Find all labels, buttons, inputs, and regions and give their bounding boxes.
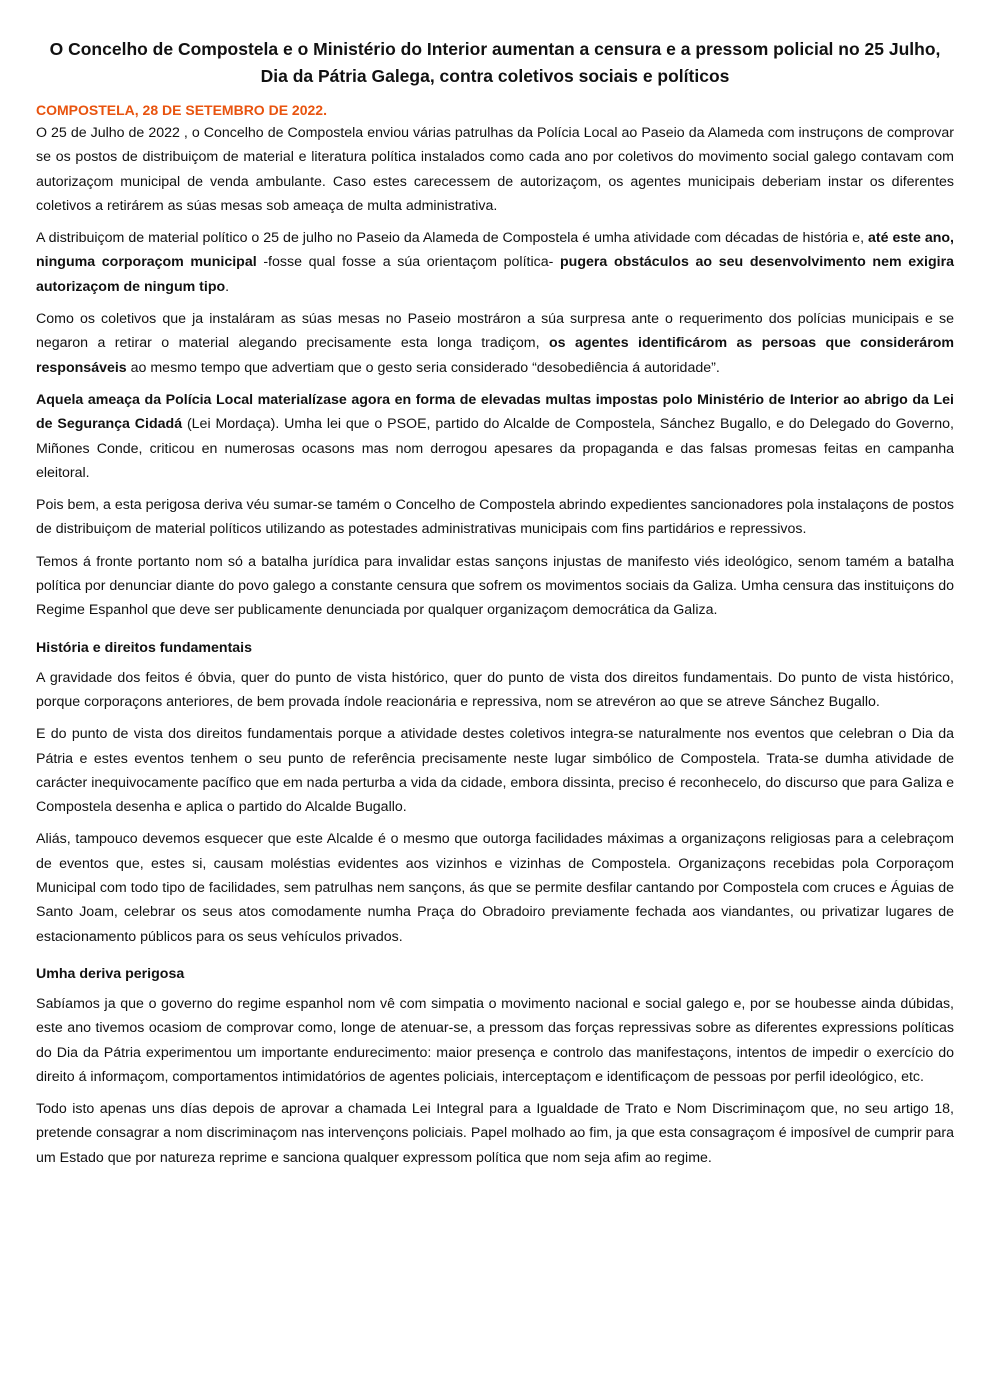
paragraph-2-text-c: -fosse qual fosse a súa orientaçom política-: [256, 254, 560, 271]
paragraph-1: O 25 de Julho de 2022 , o Concelho de Compostela enviou várias patrulhas da Polícia Local ao Paseio da Alameda com instruçons de comprovar se os postos de distribuiçom de material e literatura política instalados como cada ano por coletivos do movimento social galego contavam com autorizaçom municipal de venda ambulante. Caso estes carecessem de autorizaçom, os agentes municipais deberiam instar os diferentes coletivos a retirárem as súas mesas sob ameaça de multa administrativa.: [36, 125, 954, 214]
section-heading-history: História e direitos fundamentais: [36, 639, 253, 656]
paragraph-2-bold-d: pugera obstáculos ao seu desenvolvimento nem exigira autorizaçom de ningum tipo: [36, 254, 955, 295]
section-heading-deriva: Umha deriva perigosa: [36, 965, 185, 982]
article-title: O Concelho de Compostela e o Ministério do Interior aumentan a censura e a pressom policial no 25 Julho, Dia da Pátria Galega, contra coletivos sociais e políticos: [49, 39, 941, 86]
paragraph-9: Aliás, tampouco devemos esquecer que este Alcalde é o mesmo que outorga facilidades máximas a organizaçons religiosas para a celebraçom de eventos que, estes si, causam moléstias evidentes aos vizinhos e vizinhas de Compostela. Organizaçons recebidas pola Corporaçom Municipal com todo tipo de facilidades, sem patrulhas nem sançons, ás que se permite desfilar cantando por Compostela com cruces e Águias de Santo Joam, celebrar os seus atos comodamente numha Praça do Obradoiro previamente fechada aos viandantes, ou privatizar lugares de estacionamento públicos para os seus vehículos privados.: [36, 831, 954, 945]
paragraph-4-text-b: (Lei Mordaça). Umha lei que o PSOE, partido do Alcalde de Compostela, Sánchez Bugallo, e do Delegado do Governo, Miñones Conde, criticou en numerosas ocasons mas nom derrogou apesares da propaganda e das falsas promesas feitas en campanha eleitoral.: [36, 416, 954, 481]
paragraph-11: Todo isto apenas uns días depois de aprovar a chamada Lei Integral para a Igualdade de Trato e Nom Discriminaçom que, no seu artigo 18, pretende consagrar a nom discriminaçom nas intervençons policiais. Papel molhado ao fim, ja que esta consagraçom é imposível de cumprir para um Estado que por natureza reprime e sanciona qualquer expressom política que nom seja afim ao regime.: [36, 1101, 954, 1166]
paragraph-3: [36, 307, 954, 380]
paragraph-4-bold-a: Aquela ameaça da Polícia Local materialízase agora en forma de elevadas multas impostas polo Ministério de Interior ao abrigo da Lei de Segurança Cidadá: [36, 391, 954, 433]
paragraph-10: Sabíamos ja que o governo do regime espanhol nom vê com simpatia o movimento nacional e social galego e, por se houbesse ainda dúbidas, este ano tivemos ocasiom de comprovar como, longe de atenuar-se, a pressom das forças repressivas sobre as diferentes expressions políticas do Dia da Pátria experimentou um importante endurecimento: maior presença e controlo das manifestaçons, intentos de impedir o exercício do direito á informaçom, comportamentos intimidatórios de agentes policiais, interceptaçom e identificaçom de pessoas por perfil ideológico, etc.: [36, 995, 954, 1085]
paragraph-2-bold-b: até este ano, ninguma corporaçom municipal: [36, 230, 954, 271]
paragraph-4: [36, 388, 954, 485]
paragraph-7: A gravidade dos feitos é óbvia, quer do punto de vista histórico, quer do punto de vista dos direitos fundamentais. Do punto de vista histórico, porque corporaçons anteriores, de bem provada índole reacionária e repressiva, nom se atrevéron ao que se atreve Sánchez Bugallo.: [36, 669, 954, 710]
paragraph-3-bold-b: os agentes identificárom as persoas que considerárom responsáveis: [36, 335, 955, 376]
paragraph-2: [36, 226, 954, 299]
paragraph-6: Temos á fronte portanto nom só a batalha jurídica para invalidar estas sançons injustas de manifesto viés ideológico, senom tamém a batalha política por denunciar diante do povo galego a constante censura que sofrem os movimentos sociais da Galiza. Umha censura das instituiçons do Regime Espanhol que deve ser publicamente denunciada por qualquer organizaçom democrática da Galiza.: [36, 553, 954, 619]
paragraph-8: E do punto de vista dos direitos fundamentais porque a atividade destes coletivos integra-se naturalmente nos eventos que celebran o Dia da Pátria e estes eventos tenhem o seu punto de referência precisamente neste lugar simbólico de Compostela. Trata-se dumha atividade de carácter inequivocamente pacífico que em nada perturba a vida da cidade, embora dissinta, preciso é reconhecelo, do discurso que para Galiza e Compostela desenha e aplica o partido do Alcalde Bugallo.: [36, 726, 954, 816]
dateline: COMPOSTELA, 28 DE SETEMBRO DE 2022.: [36, 102, 327, 118]
paragraph-5: Pois bem, a esta perigosa deriva véu sumar-se tamém o Concelho de Compostela abrindo expedientes sancionadores pola instalaçons de postos de distribuiçom de material políticos utilizando as potestades administrativas municipais com fins partidários e repressivos.: [36, 497, 954, 538]
paragraph-3-text-c: ao mesmo tempo que advertiam que o gesto seria considerado “desobediência á autoridade”.: [126, 359, 720, 376]
paragraph-2-text-e: .: [225, 278, 230, 295]
document-page: [36, 36, 954, 1178]
paragraph-2-text-a: A distribuiçom de material político o 25 de julho no Paseio da Alameda de Compostela é umha atividade com décadas de história e,: [36, 230, 868, 247]
paragraph-3-text-a: Como os coletivos que ja instaláram as súas mesas no Paseio mostráron a súa surpresa ante o requerimento dos polícias municipais e se negaron a retirar o material alegando precisamente esta longa tradiçom,: [36, 311, 954, 352]
